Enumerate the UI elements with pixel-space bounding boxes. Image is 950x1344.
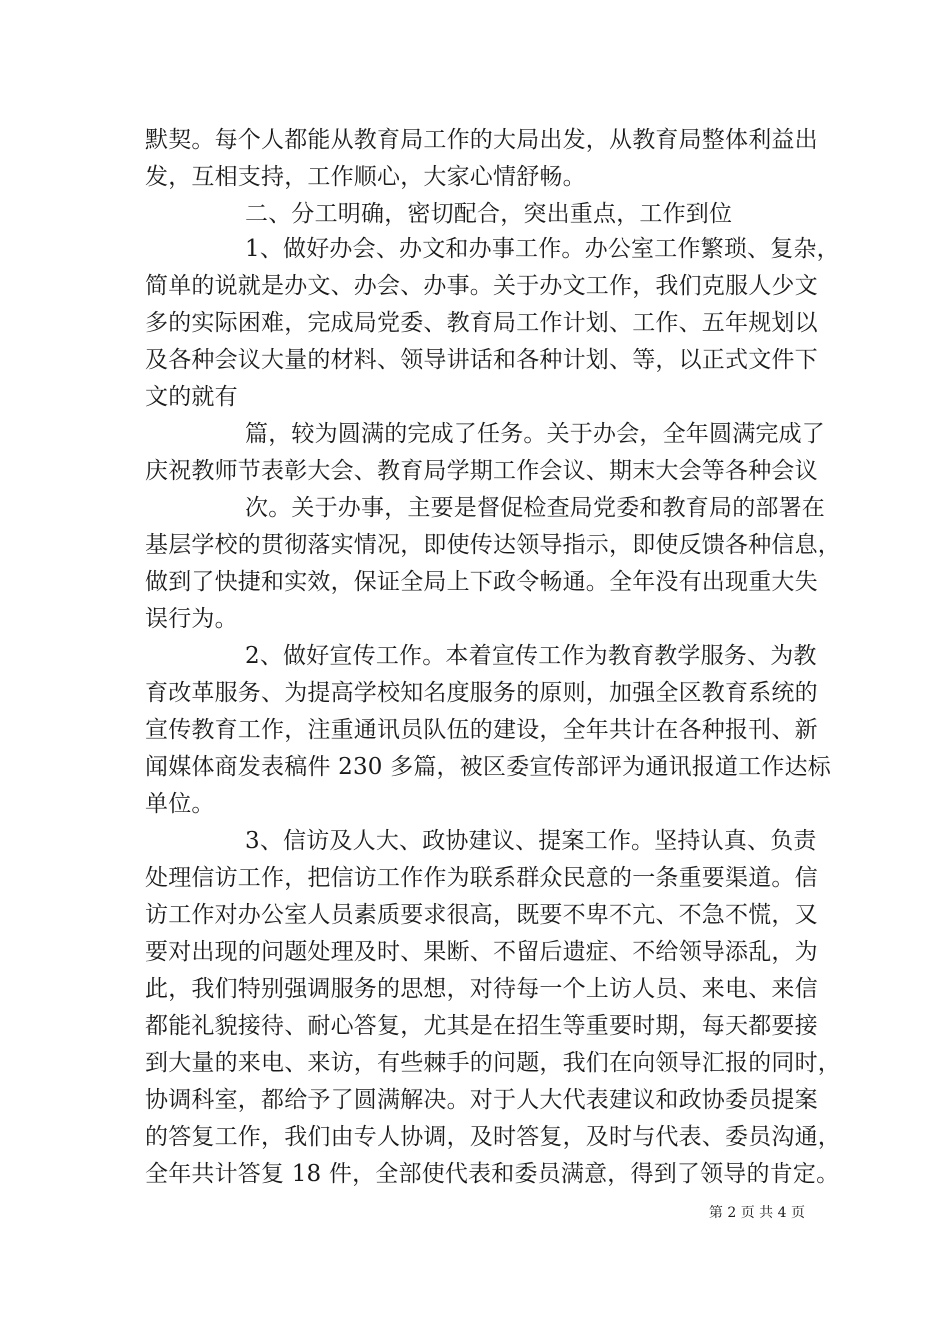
text-line: 篇，较为圆满的完成了任务。关于办会，全年圆满完成了	[245, 421, 825, 447]
text-line: 简单的说就是办文、办会、办事。关于办文工作，我们克服人少文	[145, 273, 818, 299]
text-line: 误行为。	[145, 606, 238, 632]
text-line: 育改革服务、为提高学校知名度服务的原则，加强全区教育系统的	[145, 680, 818, 706]
text-line: 及各种会议大量的材料、领导讲话和各种计划、等，以正式文件下	[145, 347, 818, 373]
text-line: 1、做好办会、办文和办事工作。办公室工作繁琐、复杂，	[245, 236, 840, 262]
text-line: 多的实际困难，完成局党委、教育局工作计划、工作、五年规划以	[145, 310, 818, 336]
text-line: 3、信访及人大、政协建议、提案工作。坚持认真、负责	[245, 828, 817, 854]
text-line: 闻媒体商发表稿件 230 多篇，被区委宣传部评为通讯报道工作达标	[145, 754, 831, 780]
text-line: 宣传教育工作，注重通讯员队伍的建设，全年共计在各种报刊、新	[145, 717, 818, 743]
text-line: 此，我们特别强调服务的思想，对待每一个上访人员、来电、来信	[145, 976, 818, 1002]
page-footer: 第 2 页 共 4 页	[708, 1205, 805, 1221]
text-line: 庆祝教师节表彰大会、教育局学期工作会议、期末大会等各种会议	[145, 458, 818, 484]
text-line: 协调科室，都给予了圆满解决。对于人大代表建议和政协委员提案	[145, 1087, 818, 1113]
text-line: 要对出现的问题处理及时、果断、不留后遗症、不给领导添乱，为	[145, 939, 818, 965]
text-line: 发，互相支持，工作顺心，大家心情舒畅。	[145, 164, 586, 190]
text-line: 到大量的来电、来访，有些棘手的问题，我们在向领导汇报的同时，	[145, 1050, 841, 1076]
text-line: 都能礼貌接待、耐心答复，尤其是在招生等重要时期，每天都要接	[145, 1013, 818, 1039]
text-line: 次。关于办事，主要是督促检查局党委和教育局的部署在	[245, 495, 825, 521]
text-line: 默契。每个人都能从教育局工作的大局出发，从教育局整体利益出	[145, 127, 818, 153]
text-line: 处理信访工作，把信访工作作为联系群众民意的一条重要渠道。信	[145, 865, 818, 891]
text-line: 做到了快捷和实效，保证全局上下政令畅通。全年没有出现重大失	[145, 569, 818, 595]
text-line: 全年共计答复 18 件，全部使代表和委员满意，得到了领导的肯定。	[145, 1161, 840, 1187]
text-line: 访工作对办公室人员素质要求很高，既要不卑不亢、不急不慌，又	[145, 902, 818, 928]
text-line: 基层学校的贯彻落实情况，即使传达领导指示，即使反馈各种信息，	[145, 532, 841, 558]
text-line: 二、分工明确，密切配合，突出重点，工作到位	[245, 201, 733, 227]
text-line: 文的就有	[145, 384, 238, 410]
text-line: 单位。	[145, 791, 215, 817]
text-line: 的答复工作，我们由专人协调，及时答复，及时与代表、委员沟通，	[145, 1124, 841, 1150]
text-line: 2、做好宣传工作。本着宣传工作为教育教学服务、为教	[245, 643, 817, 669]
